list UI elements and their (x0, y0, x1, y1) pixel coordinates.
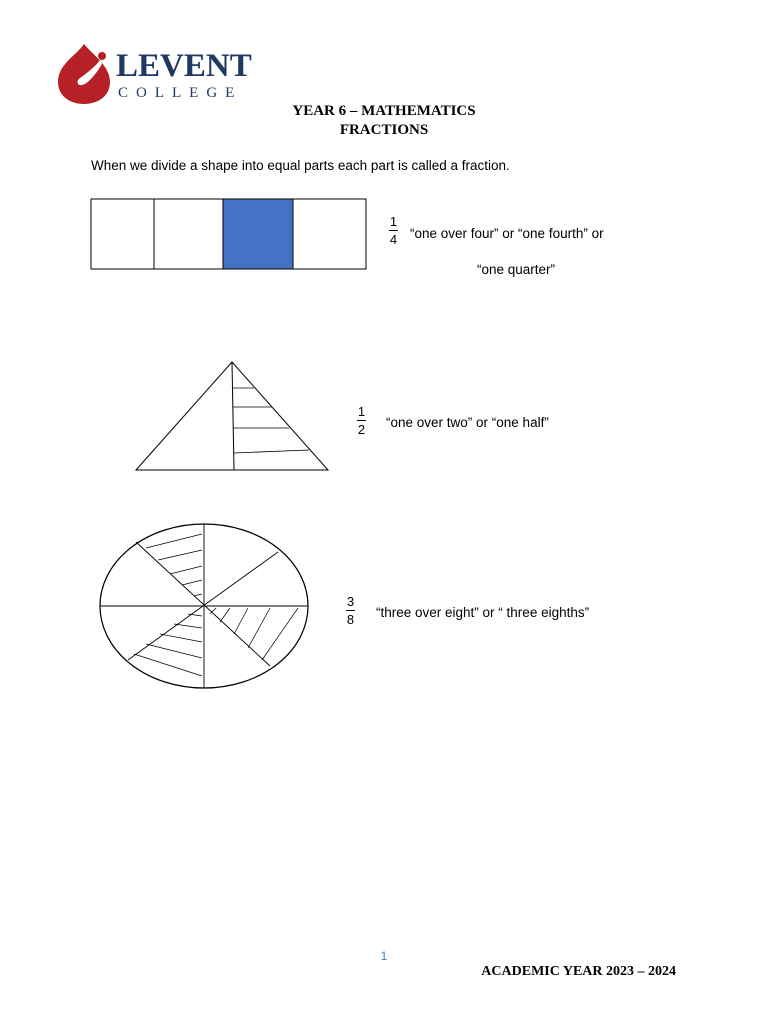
academic-year: ACADEMIC YEAR 2023 – 2024 (481, 964, 676, 979)
fraction-one-half (357, 404, 366, 437)
quarter-description: “one over four” or “one fourth” or (410, 226, 604, 241)
logo-brand: LEVENT (116, 48, 252, 84)
circle-eighths-diagram (98, 522, 310, 692)
quarter-description-2: “one quarter” (477, 262, 556, 277)
numerator: 1 (389, 214, 398, 229)
fraction-one-quarter (389, 214, 398, 247)
page-number: 1 (380, 949, 388, 963)
school-logo (56, 40, 266, 106)
denominator: 4 (389, 232, 398, 247)
numerator: 1 (357, 404, 366, 419)
denominator: 2 (357, 422, 366, 437)
half-description: “one over two” or “one half” (386, 415, 549, 430)
fraction-three-eighths (346, 594, 355, 627)
triangle-half-diagram (134, 358, 332, 474)
page-subtitle: FRACTIONS (339, 122, 429, 138)
intro-text: When we divide a shape into equal parts each part is called a fraction. (91, 158, 510, 173)
page-title: YEAR 6 – MATHEMATICS (292, 103, 476, 119)
denominator: 8 (346, 612, 355, 627)
logo-sub: COLLEGE (118, 85, 243, 101)
rectangle-quarters-diagram (90, 198, 368, 272)
shaded-quarter (223, 199, 293, 269)
numerator: 3 (346, 594, 355, 609)
flame-drop-logo-icon (56, 40, 266, 106)
three-eighths-description: “three over eight” or “ three eighths” (376, 605, 590, 620)
